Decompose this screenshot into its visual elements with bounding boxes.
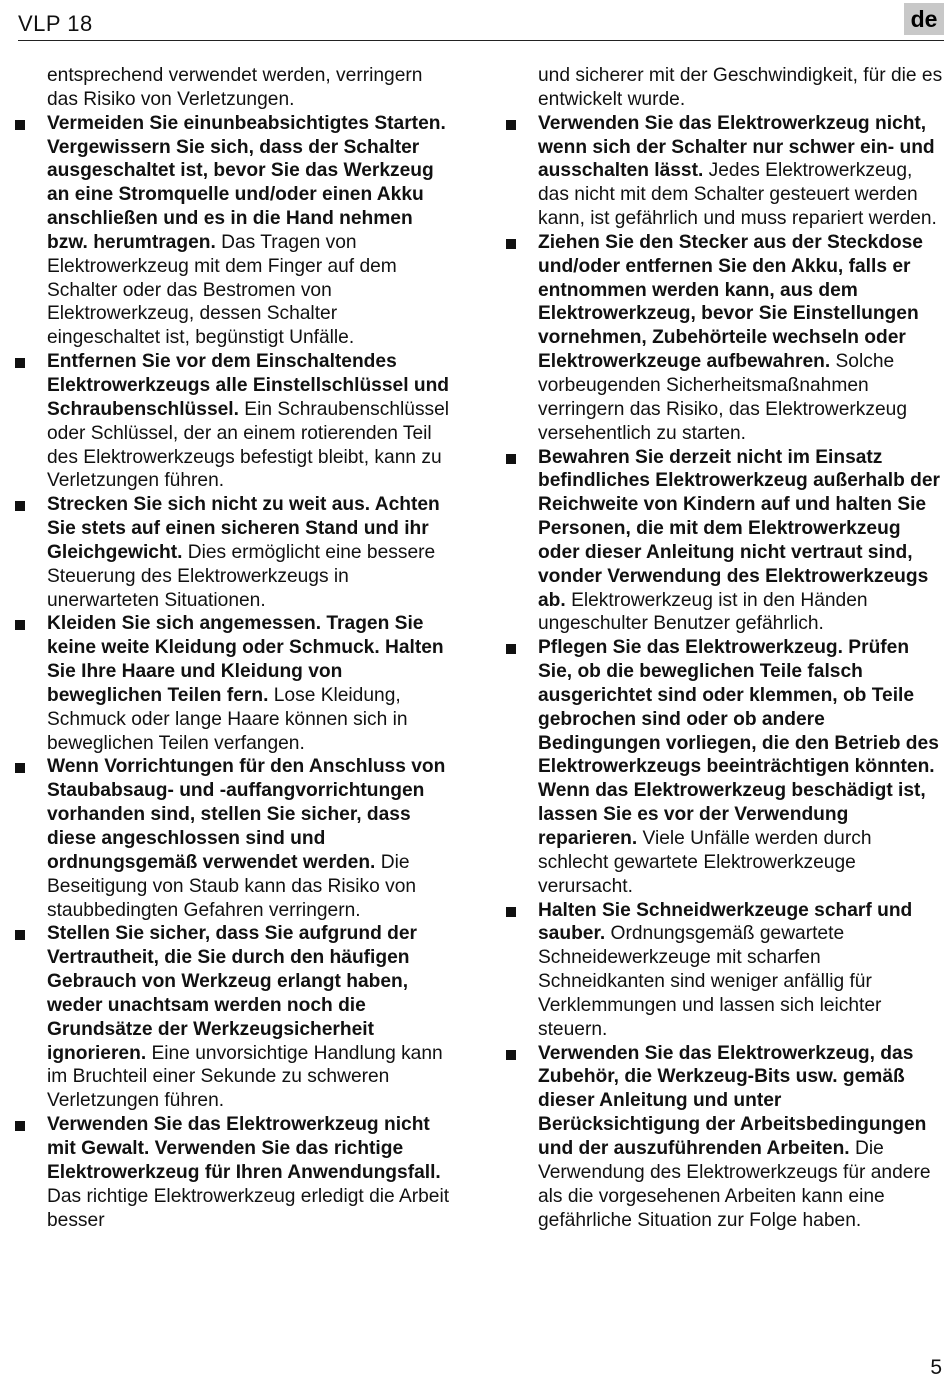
item-heading: Verwenden Sie das Elektrowerkzeug nicht, wenn sich der Schalter nur schwer ein- und ausschalten lässt. bbox=[538, 112, 935, 182]
page-header bbox=[18, 0, 944, 41]
right-column bbox=[538, 64, 944, 1232]
item-heading: Pflegen Sie das Elektrowerkzeug. Prüfen Sie, ob die beweglichen Teile falsch ausgerichtet sind oder klemmen, ob Teile gebrochen sind oder ob andere Bedingungen vorliegen, die den Betrieb des Elektrowerkzeugs beeinträchtigen könnten. Wenn das Elektrowerkzeug beschädigt ist, lassen Sie es vor der Verwendung reparieren. bbox=[538, 637, 939, 849]
document-title: VLP 18 bbox=[18, 11, 93, 36]
list-item bbox=[47, 612, 452, 755]
item-heading: Verwenden Sie das Elektrowerkzeug, das Zubehör, die Werkzeug-Bits usw. gemäß dieser Anleitung und unter Berücksichtigung der Arbeitsbedingungen und der auszuführenden Arbeiten. bbox=[538, 1042, 927, 1159]
list-item bbox=[47, 350, 452, 493]
item-heading: Vermeiden Sie einunbeabsichtigtes Starten. Vergewissern Sie sich, dass der Schalter ausgeschaltet ist, bevor Sie das Werkzeug an eine Stromquelle und/oder einen Akku anschließen und es in die Hand nehmen bzw. herumtragen. bbox=[47, 112, 446, 253]
item-heading: Entfernen Sie vor dem Einschaltendes Elektrowerkzeugs alle Einstellschlüssel und Schraubenschlüssel. bbox=[47, 351, 450, 420]
square-bullet-icon bbox=[15, 930, 25, 940]
left-intro-text: entsprechend verwendet werden, verringern das Risiko von Verletzungen. bbox=[47, 65, 423, 110]
list-item bbox=[538, 231, 944, 446]
item-text: Die Verwendung des Elektrowerkzeugs für andere als die vorgesehenen Arbeiten kann eine gefährliche Situation zur Folge haben. bbox=[538, 1137, 931, 1231]
item-text: Das Tragen von Elektrowerkzeug mit dem Finger auf dem Schalter oder das Bestromen von Elektrowerkzeug, dessen Schalter eingeschaltet ist, begünstigt Unfälle. bbox=[47, 231, 397, 349]
item-heading: Verwenden Sie das Elektrowerkzeug nicht mit Gewalt. Verwenden Sie das richtige Elektrowerkzeug für Ihren Anwendungsfall. bbox=[47, 1114, 441, 1183]
list-item bbox=[47, 1113, 452, 1232]
item-text: Elektrowerkzeug ist in den Händen ungeschulter Benutzer gefährlich. bbox=[538, 589, 868, 635]
square-bullet-icon bbox=[506, 239, 516, 249]
item-text: Solche vorbeugenden Sicherheitsmaßnahmen verringern das Risiko, das Elektrowerkzeug versehentlich zu starten. bbox=[538, 351, 907, 444]
list-item bbox=[538, 112, 944, 231]
item-text: Ein Schraubenschlüssel oder Schlüssel, der an einem rotierenden Teil des Elektrowerkzeugs befestigt bleibt, kann zu Verletzungen führen. bbox=[47, 398, 450, 492]
item-text: Eine unvorsichtige Handlung kann im Bruchteil einer Sekunde zu schweren Verletzungen führen. bbox=[47, 1042, 443, 1112]
right-safety-list bbox=[538, 112, 944, 1233]
item-heading: Wenn Vorrichtungen für den Anschluss von Staubabsaug- und -auffangvorrichtungen vorhanden sind, stellen Sie sicher, dass diese angeschlossen sind und ordnungsgemäß verwendet werden. bbox=[47, 756, 446, 873]
left-safety-list bbox=[47, 112, 452, 1233]
item-heading: Kleiden Sie sich angemessen. Tragen Sie keine weite Kleidung oder Schmuck. Halten Sie Ihre Haare und Kleidung von beweglichen Teilen fern. bbox=[47, 613, 444, 706]
item-text: Dies ermöglicht eine bessere Steuerung des Elektrowerkzeugs in unerwarteten Situationen. bbox=[47, 541, 436, 611]
square-bullet-icon bbox=[15, 1121, 25, 1131]
square-bullet-icon bbox=[15, 501, 25, 511]
list-item bbox=[47, 922, 452, 1113]
item-heading: Stellen Sie sicher, dass Sie aufgrund der Vertrautheit, die Sie durch den häufigen Gebrauch von Werkzeug erlangt haben, weder unachtsam werden noch die Grundsätze der Werkzeugsicherheit ignorieren. bbox=[47, 923, 418, 1064]
square-bullet-icon bbox=[506, 1050, 516, 1060]
left-column bbox=[47, 64, 452, 1232]
square-bullet-icon bbox=[506, 454, 516, 464]
item-text: Jedes Elektrowerkzeug, das nicht mit dem Schalter gesteuert werden kann, ist gefährlich und muss repariert werden. bbox=[538, 160, 937, 230]
list-item bbox=[47, 493, 452, 612]
list-item bbox=[538, 446, 944, 637]
list-item bbox=[47, 112, 452, 350]
item-heading: Ziehen Sie den Stecker aus der Steckdose und/oder entfernen Sie den Akku, falls er entnommen werden kann, aus dem Elektrowerkzeug, bevor Sie Einstellungen vornehmen, Zubehörteile wechseln oder Elektrowerkzeuge aufbewahren. bbox=[538, 231, 923, 373]
list-item bbox=[47, 755, 452, 922]
item-text: Das richtige Elektrowerkzeug erledigt die Arbeit besser bbox=[47, 1185, 450, 1231]
item-heading: Halten Sie Schneidwerkzeuge scharf und sauber. bbox=[538, 899, 913, 945]
square-bullet-icon bbox=[506, 120, 516, 130]
language-badge: de bbox=[904, 3, 944, 35]
square-bullet-icon bbox=[15, 763, 25, 773]
item-text: Lose Kleidung, Schmuck oder lange Haare können sich in beweglichen Teilen verfangen. bbox=[47, 684, 408, 754]
list-item bbox=[538, 899, 944, 1042]
page-number: 5 bbox=[930, 1356, 942, 1379]
item-text: Ordnungsgemäß gewartete Schneidewerkzeuge mit scharfen Schneidkanten sind weniger anfällig für Verklemmungen und lassen sich leichter steuern. bbox=[538, 923, 882, 1040]
list-item bbox=[538, 1042, 944, 1233]
right-intro-text: und sicherer mit der Geschwindigkeit, für die es entwickelt wurde. bbox=[538, 65, 943, 110]
square-bullet-icon bbox=[15, 358, 25, 368]
square-bullet-icon bbox=[15, 620, 25, 630]
item-heading: Strecken Sie sich nicht zu weit aus. Achten Sie stets auf einen sicheren Stand und ihr Gleichgewicht. bbox=[47, 494, 440, 563]
item-text: Die Beseitigung von Staub kann das Risiko von staubbedingten Gefahren verringern. bbox=[47, 851, 417, 921]
list-item bbox=[538, 636, 944, 898]
item-heading: Bewahren Sie derzeit nicht im Einsatz befindliches Elektrowerkzeug außerhalb der Reichweite von Kindern auf und halten Sie Personen, die mit dem Elektrowerkzeug oder dieser Anleitung nicht vertraut sind, vonder Verwendung des Elektrowerkzeugs ab. bbox=[538, 446, 940, 611]
square-bullet-icon bbox=[15, 120, 25, 130]
item-text: Viele Unfälle werden durch schlecht gewartete Elektrowerkzeuge verursacht. bbox=[538, 828, 872, 897]
square-bullet-icon bbox=[506, 644, 516, 654]
square-bullet-icon bbox=[506, 907, 516, 917]
